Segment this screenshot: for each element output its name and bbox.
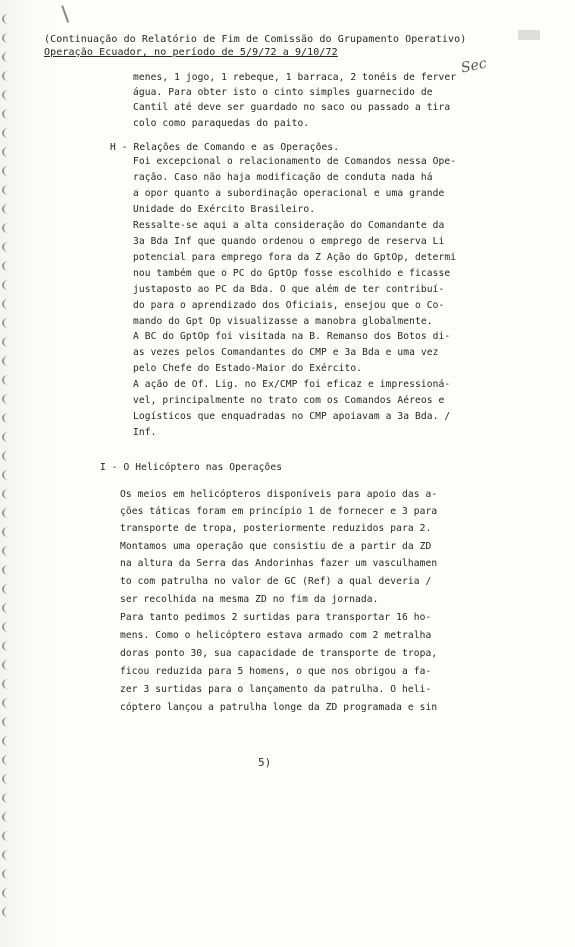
section-heading-i: I - O Helicóptero nas Operações [100,462,283,473]
text-line: a opor quanto a subordinação operacional e uma grande [133,188,445,199]
text-line: Montamos uma operação que consistiu de a partir da ZD [120,541,432,552]
text-line: potencial para emprego fora da Z Ação do GptOp, determi [133,252,457,263]
text-line: justaposto ao PC da Bda. O que além de ter contribuí- [133,284,445,295]
text-line: Logísticos que enquadradas no CMP apoiavam a 3a Bda. / [133,411,451,422]
report-header-line-1: (Continuação do Relatório de Fim de Comissão do Grupamento Operativo) [44,34,467,45]
text-line: to com patrulha no valor de GC (Ref) a qual deveria / [120,576,432,587]
text-line: doras ponto 30, sua capacidade de transporte de tropa, [120,648,438,659]
text-line: na altura da Serra das Andorinhas fazer um vasculhamen [120,558,438,569]
text-line: transporte de tropa, posteriormente reduzidos para 2. [120,523,432,534]
text-line: A BC do GptOp foi visitada na B. Remanso dos Botos di- [133,331,451,342]
text-line: mens. Como o helicóptero estava armado com 2 metralha [120,630,432,641]
text-line: mando do Gpt Op visualizasse a manobra globalmente. [133,316,433,327]
page-number: 5) [258,756,272,769]
report-header-line-2: Operação Ecuador, no período de 5/9/72 a 9/10/72 [44,47,338,58]
text-line: Ressalte-se aqui a alta consideração do Comandante da [133,220,445,231]
text-line: vel, principalmente no trato com os Comandos Aéreos e [133,395,445,406]
text-line: do para o aprendizado dos Oficiais, ensejou que o Co- [133,300,445,311]
text-line: Unidade do Exército Brasileiro. [133,204,316,215]
text-line: zer 3 surtidas para o lançamento da patrulha. O heli- [120,684,432,695]
text-line: colo como paraquedas do paito. [133,118,310,129]
text-line: cóptero lançou a patrulha longe da ZD programada e sin [120,702,438,713]
text-line: as vezes pelos Comandantes do CMP e 3a Bda e uma vez [133,347,439,358]
text-line: Os meios em helicópteros disponíveis para apoio das a- [120,489,438,500]
text-line: 3a Bda Inf que quando ordenou o emprego de reserva Li [133,236,445,247]
text-line: nou também que o PC do GptOp fosse escolhido e ficasse [133,268,451,279]
text-line: Inf. [133,427,157,438]
text-line: Cantil até deve ser guardado no saco ou passado a tira [133,102,451,113]
text-line: água. Para obter isto o cinto simples guarnecido de [133,87,433,98]
handwritten-margin-note: Sec [459,55,489,77]
text-line: ficou reduzida para 5 homens, o que nos obrigou a fa- [120,666,432,677]
text-line: menes, 1 jogo, 1 rebeque, 1 barraca, 2 tonéis de ferver [133,72,457,83]
section-heading-h: H - Relações de Comando e as Operações. [110,142,340,153]
text-line: Foi excepcional o relacionamento de Comandos nessa Ope- [133,156,457,167]
text-line: ser recolhida na mesma ZD no fim da jornada. [120,594,379,605]
text-line: ções táticas foram em princípio 1 de fornecer e 3 para [120,506,438,517]
text-line: pelo Chefe do Estado-Maior do Exército. [133,363,363,374]
text-line: Para tanto pedimos 2 surtidas para transportar 16 ho- [120,612,432,623]
text-line: ração. Caso não haja modificação de conduta nada há [133,172,433,183]
text-line: A ação de Of. Lig. no Ex/CMP foi eficaz e impressioná- [133,379,451,390]
